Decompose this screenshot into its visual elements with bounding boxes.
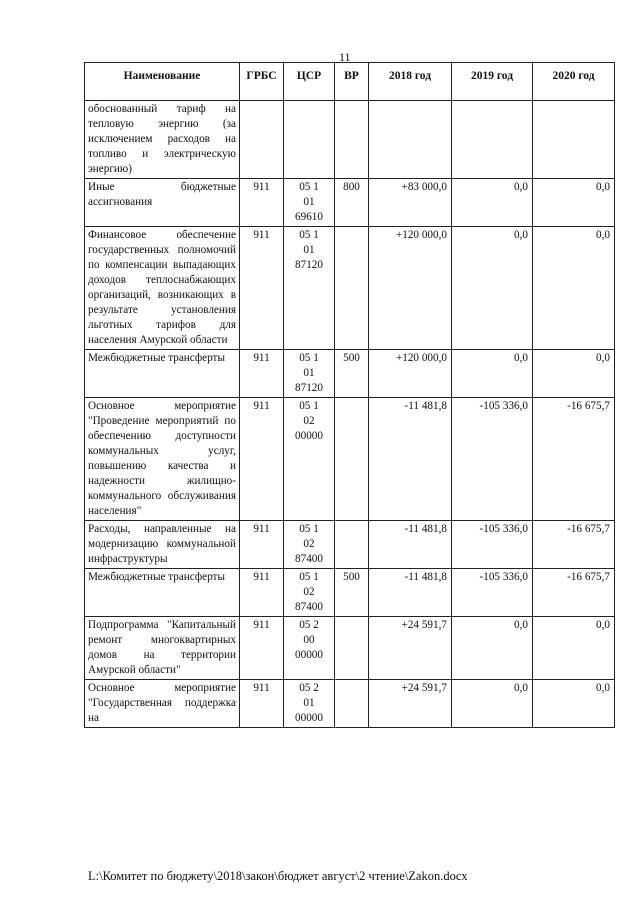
- row-vr-cell: 800: [335, 179, 369, 227]
- row-vr-cell: [335, 617, 369, 680]
- row-name-cell: Межбюджетные трансферты: [85, 350, 240, 398]
- row-2018-cell: -11 481,8: [369, 521, 452, 569]
- row-2020-cell: -16 675,7: [533, 521, 615, 569]
- row-grbs-cell: 911: [240, 521, 284, 569]
- row-csr-cell: 05 1 02 00000: [284, 398, 335, 521]
- row-grbs-cell: 911: [240, 569, 284, 617]
- row-name-cell: обоснованный тариф на тепловую энергию (за исключением расходов на топливо и электрическую энергию): [85, 101, 240, 179]
- row-2020-cell: -16 675,7: [533, 398, 615, 521]
- row-csr-cell: 05 1 02 87400: [284, 521, 335, 569]
- row-2020-cell: 0,0: [533, 617, 615, 680]
- row-vr-cell: 500: [335, 350, 369, 398]
- row-name-cell: Подпрограмма "Капитальный ремонт многоквартирных домов на территории Амурской области": [85, 617, 240, 680]
- table-row: [85, 680, 615, 728]
- row-vr-cell: [335, 680, 369, 728]
- row-2019-cell: 0,0: [452, 680, 533, 728]
- row-csr-cell: 05 1 02 87400: [284, 569, 335, 617]
- row-grbs-cell: [240, 101, 284, 179]
- row-csr-cell: 05 1 01 87120: [284, 227, 335, 350]
- header-2018: 2018 год: [369, 63, 452, 101]
- row-vr-cell: [335, 227, 369, 350]
- row-2020-cell: -16 675,7: [533, 569, 615, 617]
- row-vr-cell: [335, 398, 369, 521]
- table-header-row: [85, 63, 615, 101]
- header-csr: ЦСР: [284, 63, 335, 101]
- header-grbs: ГРБС: [240, 63, 284, 101]
- row-csr-cell: 05 2 01 00000: [284, 680, 335, 728]
- row-name-cell: Расходы, направленные на модернизацию коммунальной инфраструктуры: [85, 521, 240, 569]
- header-2020: 2020 год: [533, 63, 615, 101]
- row-csr-cell: [284, 101, 335, 179]
- row-2018-cell: +120 000,0: [369, 350, 452, 398]
- header-name: Наименование: [85, 63, 240, 101]
- table-row: [85, 569, 615, 617]
- row-grbs-cell: 911: [240, 227, 284, 350]
- row-grbs-cell: 911: [240, 617, 284, 680]
- row-2019-cell: -105 336,0: [452, 398, 533, 521]
- row-2018-cell: -11 481,8: [369, 398, 452, 521]
- row-2019-cell: 0,0: [452, 350, 533, 398]
- row-csr-cell: 05 2 00 00000: [284, 617, 335, 680]
- row-grbs-cell: 911: [240, 680, 284, 728]
- table-row: [85, 617, 615, 680]
- row-name-cell: Основное мероприятие "Государственная поддержка на: [85, 680, 240, 728]
- row-2020-cell: 0,0: [533, 680, 615, 728]
- row-2018-cell: +24 591,7: [369, 680, 452, 728]
- header-2019: 2019 год: [452, 63, 533, 101]
- row-2019-cell: 0,0: [452, 617, 533, 680]
- row-csr-cell: 05 1 01 87120: [284, 350, 335, 398]
- row-2019-cell: 0,0: [452, 227, 533, 350]
- row-2018-cell: +83 000,0: [369, 179, 452, 227]
- table-row: [85, 179, 615, 227]
- table-row: [85, 101, 615, 179]
- row-2020-cell: 0,0: [533, 227, 615, 350]
- row-2019-cell: -105 336,0: [452, 521, 533, 569]
- header-vr: ВР: [335, 63, 369, 101]
- table-row: [85, 350, 615, 398]
- row-grbs-cell: 911: [240, 398, 284, 521]
- row-2018-cell: [369, 101, 452, 179]
- row-vr-cell: [335, 521, 369, 569]
- row-name-cell: Межбюджетные трансферты: [85, 569, 240, 617]
- row-2020-cell: 0,0: [533, 179, 615, 227]
- row-2020-cell: 0,0: [533, 350, 615, 398]
- row-csr-cell: 05 1 01 69610: [284, 179, 335, 227]
- row-grbs-cell: 911: [240, 179, 284, 227]
- table-row: [85, 521, 615, 569]
- table-row: [85, 398, 615, 521]
- row-2018-cell: +24 591,7: [369, 617, 452, 680]
- row-2019-cell: 0,0: [452, 179, 533, 227]
- row-2018-cell: +120 000,0: [369, 227, 452, 350]
- row-2020-cell: [533, 101, 615, 179]
- row-grbs-cell: 911: [240, 350, 284, 398]
- row-name-cell: Финансовое обеспечение государственных полномочий по компенсации выпадающих доходов теплоснабжающих организаций, возникающих в результате установления льготных тарифов для населения Амурской области: [85, 227, 240, 350]
- row-2019-cell: [452, 101, 533, 179]
- row-vr-cell: [335, 101, 369, 179]
- row-name-cell: Иные бюджетные ассигнования: [85, 179, 240, 227]
- file-path-footer: L:\Комитет по бюджету\2018\закон\бюджет август\2 чтение\Zakon.docx: [88, 869, 468, 883]
- page-number: 11: [339, 50, 351, 64]
- table-row: [85, 227, 615, 350]
- budget-table: [84, 62, 615, 728]
- row-2019-cell: -105 336,0: [452, 569, 533, 617]
- row-2018-cell: -11 481,8: [369, 569, 452, 617]
- row-name-cell: Основное мероприятие "Проведение мероприятий по обеспечению доступности коммунальных услуг, повышению качества и надежности жилищно-коммунального обслуживания населения": [85, 398, 240, 521]
- row-vr-cell: 500: [335, 569, 369, 617]
